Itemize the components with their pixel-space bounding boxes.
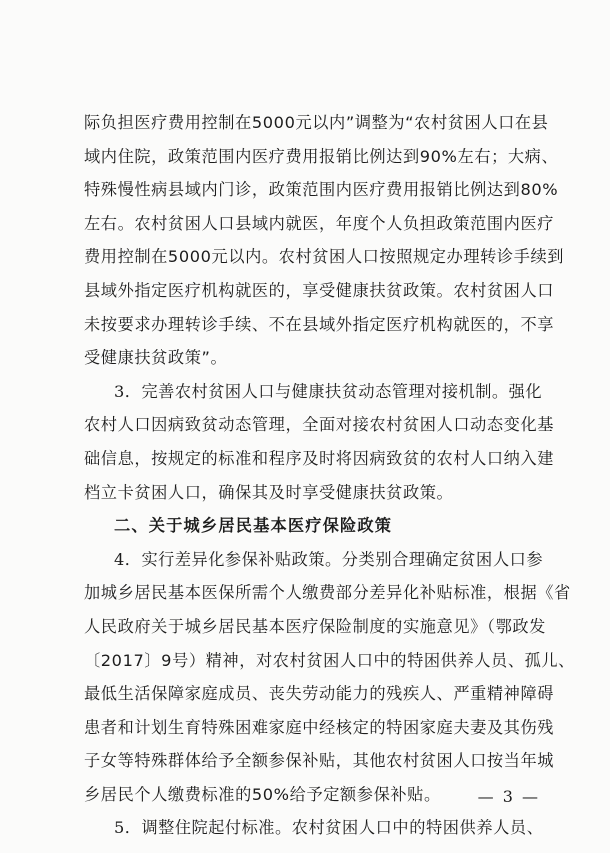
- text-line: 农村人口因病致贫动态管理，全面对接农村贫困人口动态变化基: [84, 415, 555, 435]
- text-line: 乡居民个人缴费标准的50%给予定额参保补贴。: [84, 784, 441, 804]
- section-3-text: 强化: [508, 381, 543, 401]
- page-number: — 3 —: [477, 787, 540, 806]
- text-line: 左右。农村贫困人口县域内就医，年度个人负担政策范围内医疗: [84, 213, 555, 233]
- text-line: 档立卡贫困人口，确保其及时享受健康扶贫政策。: [84, 482, 454, 502]
- text-line: 域内住院，政策范围内医疗费用报销比例达到90%左右；大病、: [84, 146, 559, 166]
- text-line: 础信息，按规定的标准和程序及时将因病致贫的农村人口纳入建: [84, 448, 555, 468]
- text-line: 加城乡居民基本医保所需个人缴费部分差异化补贴标准，根据《省: [84, 583, 571, 603]
- text-line: 县域外指定医疗机构就医的，享受健康扶贫政策。农村贫困人口: [84, 280, 555, 300]
- text-line: 人民政府关于城乡居民基本医疗保险制度的实施意见》（鄂政发: [84, 616, 546, 636]
- section-4-title: 4．实行差异化参保补贴政策。: [114, 549, 342, 569]
- section-4-first-line: [84, 543, 544, 577]
- text-line: 受健康扶贫政策”。: [84, 348, 228, 368]
- section-3-title: 3．完善农村贫困人口与健康扶贫动态管理对接机制。: [114, 381, 509, 401]
- section-3-first-line: [84, 375, 544, 409]
- text-line: 际负担医疗费用控制在5000元以内”调整为“农村贫困人口在县: [84, 113, 549, 132]
- text-line: 患者和计划生育特殊困难家庭中经核定的特困家庭夫妻及其伤残: [84, 717, 555, 737]
- text-line: 费用控制在5000元以内。农村贫困人口按照规定办理转诊手续到: [84, 247, 565, 267]
- section-heading: 二、关于城乡居民基本医疗保险政策: [114, 516, 393, 536]
- section-4-text: 分类别合理确定贫困人口参: [341, 549, 544, 569]
- text-line: 〔2017〕9号）精神，对农村贫困人口中的特困供养人员、孤儿、: [84, 650, 575, 670]
- text-line: 子女等特殊群体给予全额参保补贴，其他农村贫困人口按当年城: [84, 751, 555, 771]
- text-line: 未按要求办理转诊手续、不在县域外指定医疗机构就医的，不享: [84, 314, 555, 334]
- section-5-title: 5．调整住院起付标准。: [114, 818, 292, 838]
- section-5-text: 农村贫困人口中的特困供养人员、: [291, 818, 544, 838]
- section-5-first-line: [84, 811, 544, 845]
- document-body: [84, 106, 575, 845]
- text-line: 特殊慢性病县域内门诊，政策范围内医疗费用报销比例达到80%: [84, 180, 559, 200]
- text-line: 最低生活保障家庭成员、丧失劳动能力的残疾人、严重精神障碍: [84, 684, 555, 704]
